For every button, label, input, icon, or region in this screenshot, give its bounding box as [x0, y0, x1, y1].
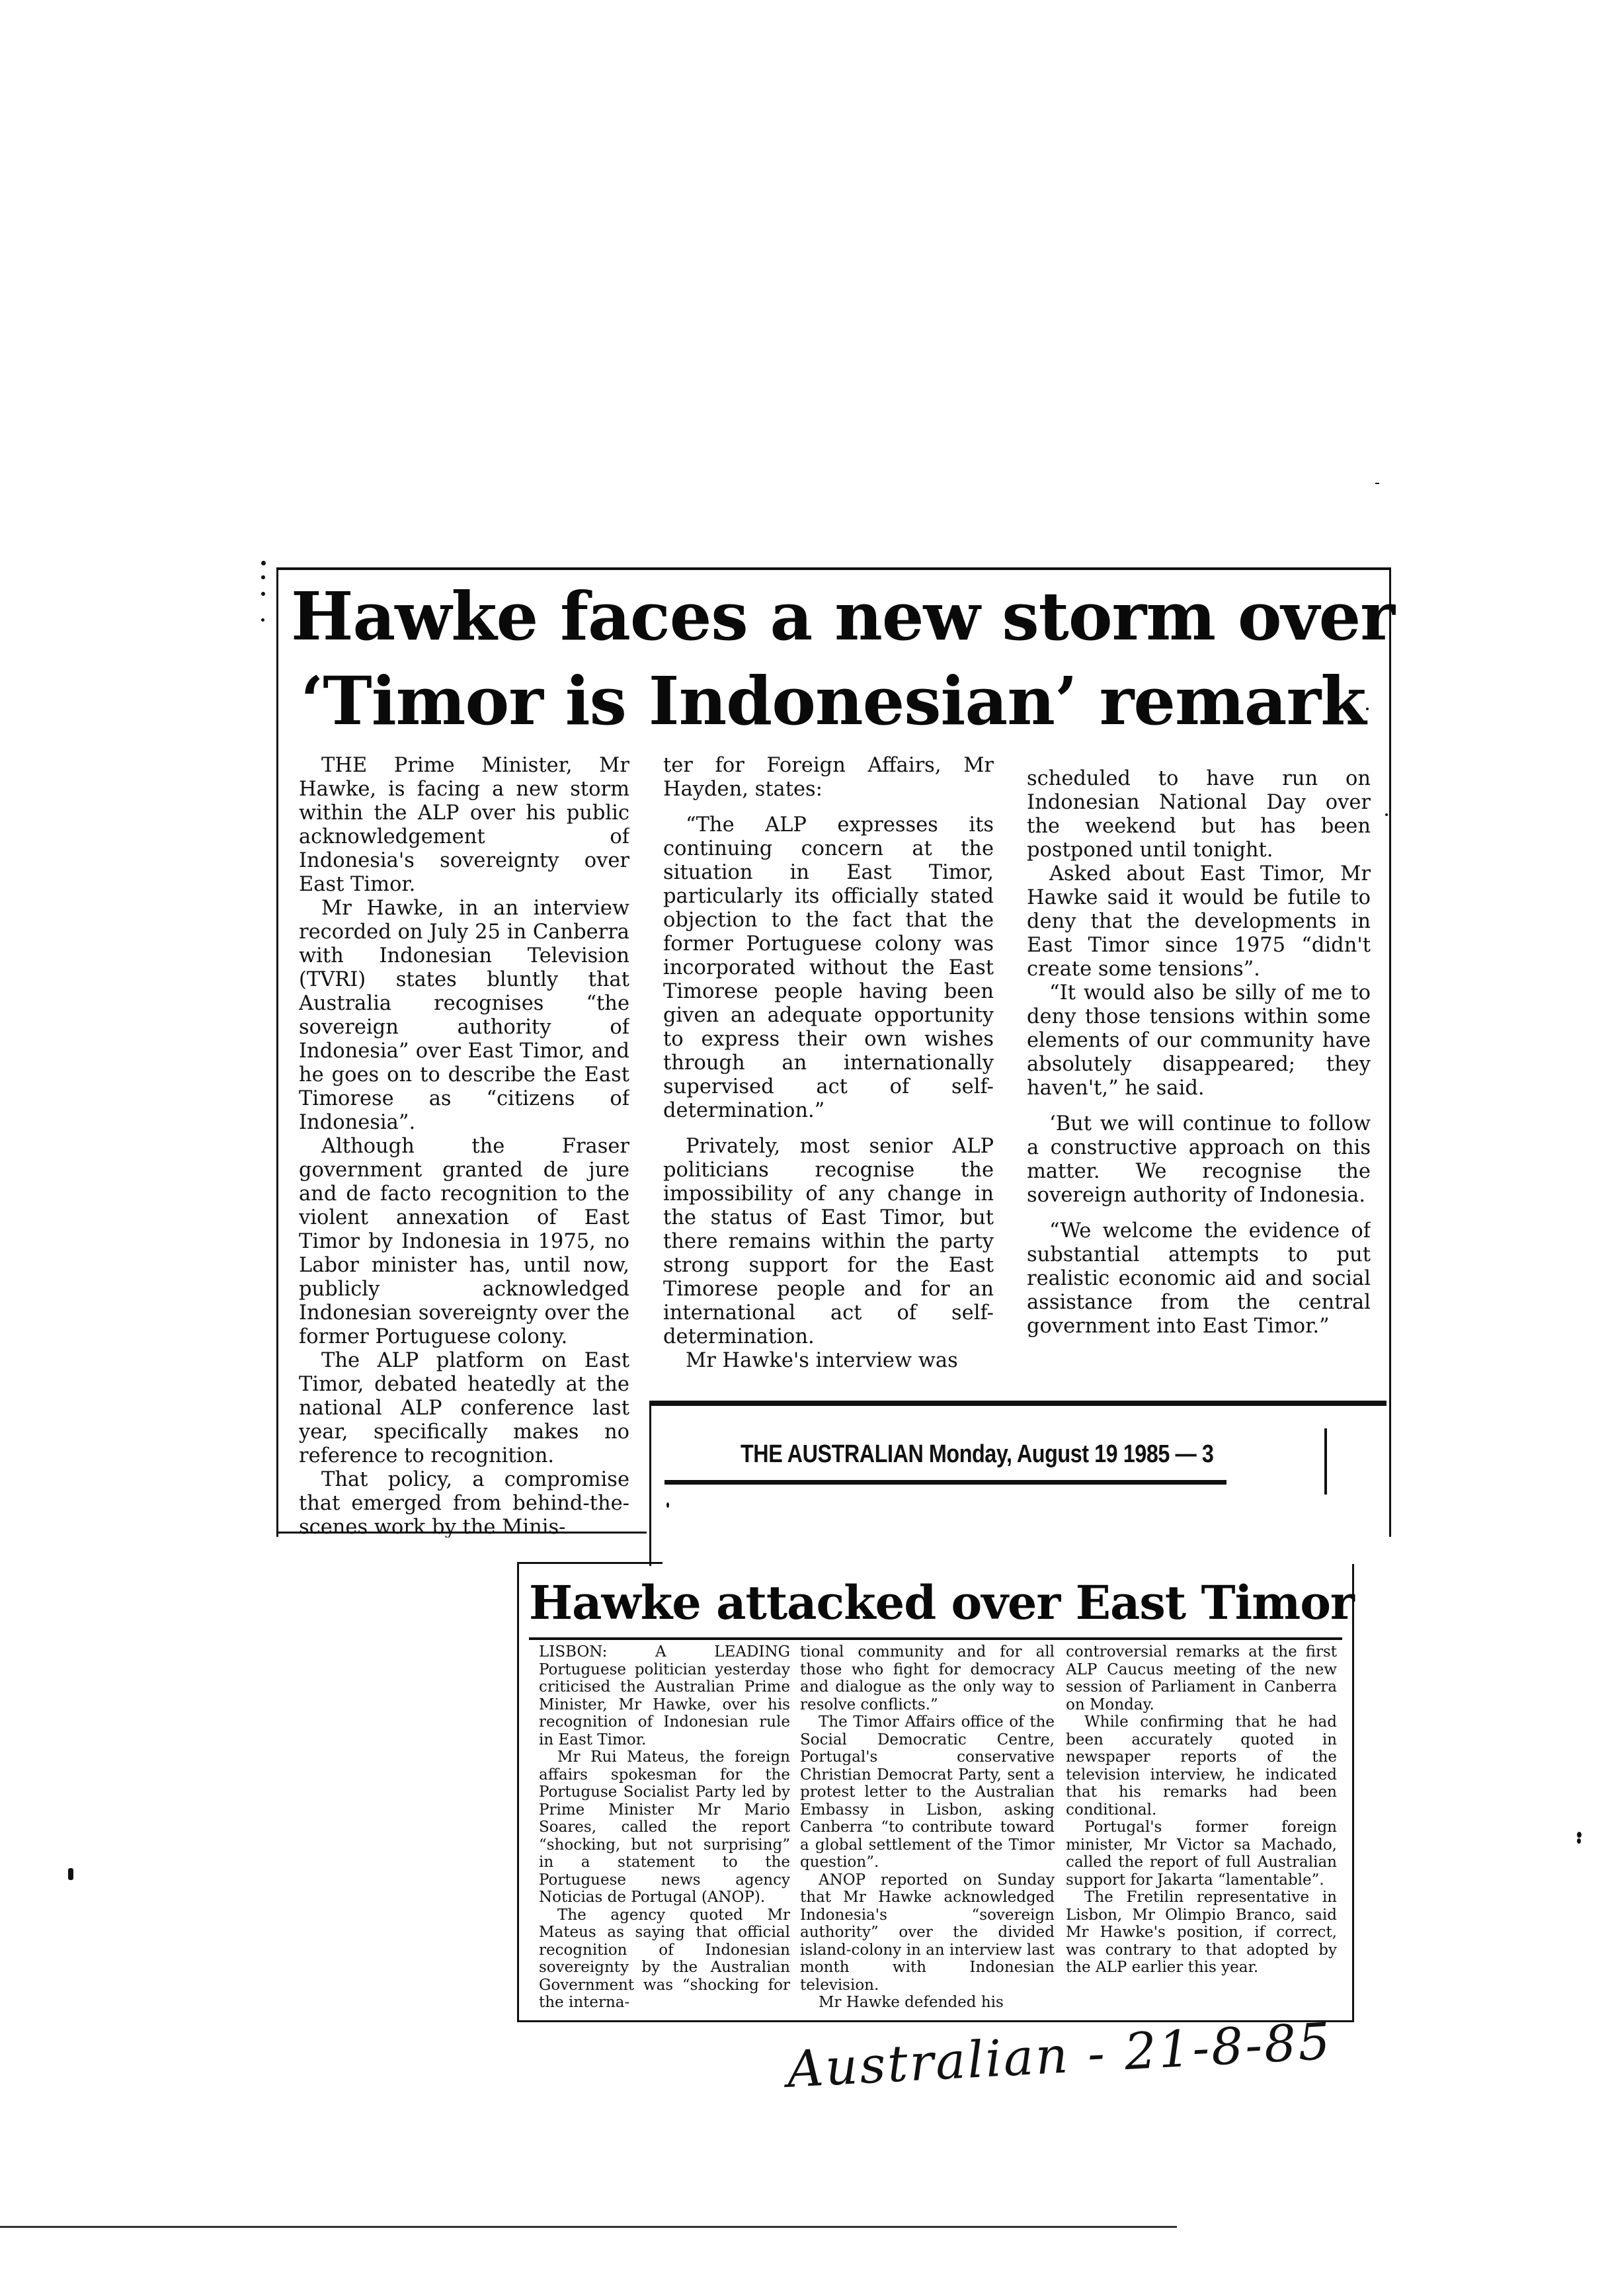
main-headline-line1: Hawke faces a new storm over: [291, 577, 1394, 655]
paragraph: “The ALP expresses its continuing concern at the situation in East Timor, particularly its officially stated objection to the fact that the former Portuguese colony was incorporated without the East Timorese people having been given an adequate opportunity to express their own wishes through an internationally supervised act of self-determination.”: [663, 813, 994, 1122]
paragraph: Portugal's former foreign minister, Mr Victor sa Machado, called the report of full Australian support for Jakarta “lamentable”.: [1066, 1819, 1337, 1889]
second-column-2: [800, 1643, 1055, 2020]
handwritten-source-note: Australian - 21-8-85: [785, 2011, 1334, 2099]
paragraph: Asked about East Timor, Mr Hawke said it would be futile to deny that the developments in East Timor since 1975 “didn't create some tensions”.: [1027, 862, 1371, 981]
scan-speck: [1577, 1832, 1582, 1838]
paragraph: scheduled to have run on Indonesian National Day over the weekend but has been postponed until tonight.: [1027, 767, 1371, 862]
main-column-3: [1027, 767, 1371, 1375]
paragraph: Mr Rui Mateus, the foreign affairs spokesman for the Portuguse Socialist Party led by Prime Minister Mr Mario Soares, called the report “shocking, but not surprising” in a statement to the Portuguese news agency Noticias de Portugal (ANOP).: [539, 1748, 790, 1906]
paragraph: THE Prime Minister, Mr Hawke, is facing a new storm within the ALP over his public acknowledgement of Indonesia's sovereignty over East Timor.: [299, 754, 629, 896]
paragraph: ter for Foreign Affairs, Mr Hayden, states:: [663, 754, 994, 801]
paragraph: That policy, a compromise that emerged from behind-the-scenes work by the Minis-: [299, 1468, 629, 1538]
main-column-2: [663, 754, 994, 1375]
paragraph: ANOP reported on Sunday that Mr Hawke acknowledged Indonesia's “sovereign authority” over the divided island-colony in an interview last month with Indonesian television.: [800, 1871, 1055, 1994]
scan-speck: [261, 618, 264, 622]
paragraph: The agency quoted Mr Mateus as saying that official recognition of Indonesian sovereignty by the Australian Government was “shocking for the interna-: [539, 1906, 790, 2011]
second-column-1: [539, 1643, 790, 2020]
paragraph: LISBON: A LEADING Portuguese politician yesterday criticised the Australian Prime Minister, Mr Hawke, over his recognition of Indonesian rule in East Timor.: [539, 1643, 790, 1748]
paragraph: Although the Fraser government granted de jure and de facto recognition to the violent annexation of East Timor by Indonesia in 1975, no Labor minister has, until now, publicly acknowledged Indonesian sovereignty over the former Portuguese colony.: [299, 1135, 629, 1348]
paragraph: controversial remarks at the first ALP Caucus meeting of the new session of Parliament in Canberra on Monday.: [1066, 1643, 1337, 1713]
scan-speck: [1577, 1838, 1581, 1844]
main-column-1: [299, 754, 629, 1538]
paragraph: The Fretilin representative in Lisbon, Mr Olimpio Branco, said Mr Hawke's position, if correct, was contrary to that adopted by the ALP earlier this year.: [1066, 1889, 1337, 1976]
paragraph: While confirming that he had been accurately quoted in newspaper reports of the television interview, he indicated that his remarks had been conditional.: [1066, 1713, 1337, 1819]
scan-speck: [1385, 813, 1388, 816]
paragraph: Privately, most senior ALP politicians recognise the impossibility of any change in the status of East Timor, but there remains within the party strong support for the East Timorese people and for an international act of self-determination.: [663, 1135, 994, 1348]
paragraph: “We welcome the evidence of substantial attempts to put realistic economic aid and social assistance from the central government into East Timor.”: [1027, 1219, 1371, 1338]
scan-speck: [261, 561, 266, 565]
scan-speck: [261, 592, 265, 596]
margin-mark: [1324, 1428, 1327, 1495]
scan-speck: [68, 1868, 73, 1880]
dateline-rule-bottom: [664, 1480, 1226, 1485]
scan-edge-line: [0, 2226, 1177, 2228]
paragraph: “It would also be silly of me to deny those tensions within some elements of our community have absolutely disappeared; they haven't,” he said.: [1027, 981, 1371, 1100]
scan-speck: [1375, 483, 1379, 484]
scan-speck: [1366, 708, 1369, 710]
paragraph: Mr Hawke, in an interview recorded on July 25 in Canberra with Indonesian Television (TVRI) states bluntly that Australia recognises “the sovereign authority of Indonesia” over East Timor, and he goes on to describe the East Timorese as “citizens of Indonesia”.: [299, 897, 629, 1134]
dateline-rule-top: [651, 1401, 1387, 1406]
newspaper-dateline: THE AUSTRALIAN Monday, August 19 1985 — 3: [741, 1440, 1214, 1468]
dateline-left-rule: [649, 1401, 651, 1566]
paragraph: Mr Hawke's interview was: [686, 1349, 958, 1372]
main-headline-line2: ‘Timor is Indonesian’ remark: [300, 662, 1366, 740]
second-column-3: [1066, 1643, 1337, 2020]
paragraph: ‘But we will continue to follow a constructive approach on this matter. We recognise the sovereign authority of Indonesia.: [1027, 1112, 1371, 1207]
second-headline: Hawke attacked over East Timor: [529, 1575, 1354, 1630]
second-headline-rule: [529, 1637, 1342, 1640]
scan-speck: [261, 575, 265, 579]
paragraph: tional community and for all those who fight for democracy and dialogue as the only way to resolve conflicts.”: [800, 1643, 1055, 1713]
scan-speck: [666, 1502, 669, 1508]
paragraph: The ALP platform on East Timor, debated heatedly at the national ALP conference last year, specifically makes no reference to recognition.: [299, 1349, 629, 1467]
paragraph: Mr Hawke defended his: [819, 1994, 1004, 2011]
paragraph: The Timor Affairs office of the Social Democratic Centre, Portugal's conservative Christian Democrat Party, sent a protest letter to the Australian Embassy in Lisbon, asking Canberra “to contribute toward a global settlement of the Timor question”.: [800, 1713, 1055, 1871]
